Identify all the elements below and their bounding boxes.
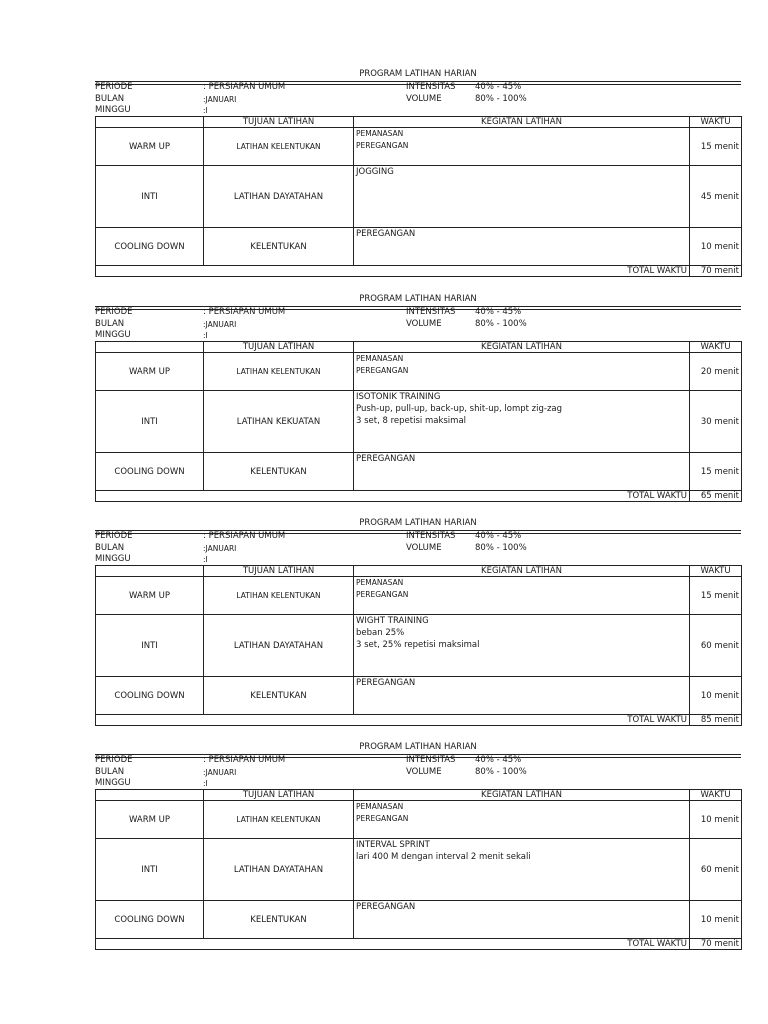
program-table — [95, 116, 742, 277]
header-waktu: WAKTU — [690, 342, 742, 353]
intensitas-value: 40% - 45% — [475, 755, 522, 765]
program-block — [95, 518, 741, 738]
table-row-warmup — [96, 128, 742, 166]
total-label: TOTAL WAKTU — [96, 939, 690, 950]
warmup-kegiatan-line: PEMANASAN — [356, 354, 404, 363]
inti-kegiatan — [354, 615, 690, 677]
program-title: PROGRAM LATIHAN HARIAN — [359, 69, 477, 79]
cooldown-label: COOLING DOWN — [96, 228, 204, 266]
header-blank — [96, 790, 204, 801]
table-row-inti — [96, 166, 742, 228]
inti-label: INTI — [96, 166, 204, 228]
cooldown-waktu: 10 menit — [690, 228, 742, 266]
total-label: TOTAL WAKTU — [96, 266, 690, 277]
program-block — [95, 294, 741, 514]
inti-kegiatan-line: JOGGING — [356, 167, 394, 177]
cooldown-label: COOLING DOWN — [96, 677, 204, 715]
header-kegiatan: KEGIATAN LATIHAN — [354, 117, 690, 128]
warmup-kegiatan-line: PEREGANGAN — [356, 141, 409, 150]
cooldown-label: COOLING DOWN — [96, 901, 204, 939]
volume-value: 80% - 100% — [475, 319, 527, 329]
volume-value: 80% - 100% — [475, 767, 527, 777]
intensitas-label: INTENSITAS — [406, 531, 456, 541]
program-title: PROGRAM LATIHAN HARIAN — [359, 742, 477, 752]
total-value: 70 menit — [690, 266, 742, 277]
table-row-cooldown — [96, 677, 742, 715]
header-blank — [96, 117, 204, 128]
inti-tujuan: LATIHAN DAYATAHAN — [204, 615, 354, 677]
volume-value: 80% - 100% — [475, 94, 527, 104]
warmup-label: WARM UP — [96, 577, 204, 615]
warmup-kegiatan — [354, 353, 690, 391]
cooldown-waktu: 10 menit — [690, 677, 742, 715]
total-value: 85 menit — [690, 715, 742, 726]
warmup-tujuan: LATIHAN KELENTUKAN — [204, 801, 354, 839]
table-header-row — [96, 566, 742, 577]
inti-kegiatan-line: Push-up, pull-up, back-up, shit-up, lompt zig-zag — [356, 404, 563, 414]
cooldown-kegiatan — [354, 901, 690, 939]
minggu-label: MINGGU — [95, 778, 131, 788]
table-row-inti — [96, 391, 742, 453]
table-row-warmup — [96, 577, 742, 615]
inti-label: INTI — [96, 839, 204, 901]
table-row-cooldown — [96, 901, 742, 939]
inti-label: INTI — [96, 391, 204, 453]
table-row-warmup — [96, 353, 742, 391]
minggu-label: MINGGU — [95, 105, 131, 115]
table-header-row — [96, 342, 742, 353]
bulan-label: BULAN — [95, 767, 125, 777]
table-row-total — [96, 266, 742, 277]
bulan-value: :JANUARI — [203, 768, 237, 777]
inti-kegiatan — [354, 391, 690, 453]
intensitas-label: INTENSITAS — [406, 307, 456, 317]
cooldown-kegiatan-line: PEREGANGAN — [356, 902, 416, 912]
warmup-kegiatan-line: PEMANASAN — [356, 578, 404, 587]
periode-value: : PERSIAPAN UMUM — [203, 82, 286, 92]
periode-value: : PERSIAPAN UMUM — [203, 531, 286, 541]
minggu-label: MINGGU — [95, 554, 131, 564]
header-tujuan: TUJUAN LATIHAN — [204, 790, 354, 801]
inti-kegiatan-line: WIGHT TRAINING — [356, 616, 429, 626]
table-row-cooldown — [96, 453, 742, 491]
table-row-inti — [96, 839, 742, 901]
inti-kegiatan — [354, 839, 690, 901]
inti-waktu: 45 menit — [690, 166, 742, 228]
inti-kegiatan-line: beban 25% — [356, 628, 405, 638]
periode-value: : PERSIAPAN UMUM — [203, 307, 286, 317]
table-row-inti — [96, 615, 742, 677]
program-table — [95, 341, 742, 502]
warmup-tujuan: LATIHAN KELENTUKAN — [204, 577, 354, 615]
table-row-warmup — [96, 801, 742, 839]
header-tujuan: TUJUAN LATIHAN — [204, 342, 354, 353]
periode-label: PERIODE — [95, 755, 133, 765]
inti-label: INTI — [96, 615, 204, 677]
volume-label: VOLUME — [406, 767, 442, 777]
intensitas-value: 40% - 45% — [475, 82, 522, 92]
header-kegiatan: KEGIATAN LATIHAN — [354, 342, 690, 353]
bulan-label: BULAN — [95, 543, 125, 553]
warmup-kegiatan — [354, 128, 690, 166]
bulan-label: BULAN — [95, 319, 125, 329]
periode-label: PERIODE — [95, 531, 133, 541]
cooldown-waktu: 15 menit — [690, 453, 742, 491]
inti-waktu: 60 menit — [690, 839, 742, 901]
warmup-waktu: 15 menit — [690, 577, 742, 615]
warmup-waktu: 20 menit — [690, 353, 742, 391]
minggu-value: :I — [203, 106, 208, 115]
table-row-cooldown — [96, 228, 742, 266]
warmup-waktu: 10 menit — [690, 801, 742, 839]
cooldown-tujuan: KELENTUKAN — [204, 453, 354, 491]
bulan-value: :JANUARI — [203, 544, 237, 553]
bulan-value: :JANUARI — [203, 95, 237, 104]
program-table — [95, 565, 742, 726]
inti-waktu: 60 menit — [690, 615, 742, 677]
inti-tujuan: LATIHAN KEKUATAN — [204, 391, 354, 453]
warmup-kegiatan-line: PEREGANGAN — [356, 590, 409, 599]
header-tujuan: TUJUAN LATIHAN — [204, 566, 354, 577]
volume-label: VOLUME — [406, 94, 442, 104]
inti-kegiatan-line: 3 set, 8 repetisi maksimal — [356, 416, 467, 426]
bulan-label: BULAN — [95, 94, 125, 104]
warmup-tujuan: LATIHAN KELENTUKAN — [204, 128, 354, 166]
table-row-total — [96, 491, 742, 502]
warmup-kegiatan-line: PEMANASAN — [356, 129, 404, 138]
cooldown-tujuan: KELENTUKAN — [204, 901, 354, 939]
cooldown-kegiatan-line: PEREGANGAN — [356, 229, 416, 239]
warmup-waktu: 15 menit — [690, 128, 742, 166]
minggu-value: :I — [203, 779, 208, 788]
header-kegiatan: KEGIATAN LATIHAN — [354, 566, 690, 577]
table-header-row — [96, 790, 742, 801]
program-table — [95, 789, 742, 950]
warmup-tujuan: LATIHAN KELENTUKAN — [204, 353, 354, 391]
bulan-value: :JANUARI — [203, 320, 237, 329]
intensitas-value: 40% - 45% — [475, 307, 522, 317]
warmup-label: WARM UP — [96, 128, 204, 166]
volume-value: 80% - 100% — [475, 543, 527, 553]
inti-kegiatan-line: ISOTONIK TRAINING — [356, 392, 441, 402]
intensitas-label: INTENSITAS — [406, 82, 456, 92]
header-tujuan: TUJUAN LATIHAN — [204, 117, 354, 128]
volume-label: VOLUME — [406, 319, 442, 329]
program-block — [95, 69, 741, 289]
inti-kegiatan-line: INTERVAL SPRINT — [356, 840, 430, 850]
total-label: TOTAL WAKTU — [96, 491, 690, 502]
warmup-label: WARM UP — [96, 353, 204, 391]
inti-waktu: 30 menit — [690, 391, 742, 453]
header-kegiatan: KEGIATAN LATIHAN — [354, 790, 690, 801]
warmup-kegiatan-line: PEREGANGAN — [356, 366, 409, 375]
minggu-value: :I — [203, 555, 208, 564]
program-title: PROGRAM LATIHAN HARIAN — [359, 518, 477, 528]
cooldown-kegiatan-line: PEREGANGAN — [356, 454, 416, 464]
header-blank — [96, 566, 204, 577]
periode-value: : PERSIAPAN UMUM — [203, 755, 286, 765]
table-header-row — [96, 117, 742, 128]
cooldown-kegiatan — [354, 228, 690, 266]
periode-label: PERIODE — [95, 82, 133, 92]
table-row-total — [96, 939, 742, 950]
volume-label: VOLUME — [406, 543, 442, 553]
program-block — [95, 742, 741, 962]
cooldown-kegiatan — [354, 453, 690, 491]
total-value: 65 menit — [690, 491, 742, 502]
intensitas-value: 40% - 45% — [475, 531, 522, 541]
header-blank — [96, 342, 204, 353]
cooldown-label: COOLING DOWN — [96, 453, 204, 491]
inti-tujuan: LATIHAN DAYATAHAN — [204, 839, 354, 901]
program-title: PROGRAM LATIHAN HARIAN — [359, 294, 477, 304]
minggu-label: MINGGU — [95, 330, 131, 340]
inti-kegiatan — [354, 166, 690, 228]
inti-tujuan: LATIHAN DAYATAHAN — [204, 166, 354, 228]
cooldown-waktu: 10 menit — [690, 901, 742, 939]
cooldown-tujuan: KELENTUKAN — [204, 677, 354, 715]
inti-kegiatan-line: lari 400 M dengan interval 2 menit sekali — [356, 852, 531, 862]
intensitas-label: INTENSITAS — [406, 755, 456, 765]
header-waktu: WAKTU — [690, 117, 742, 128]
cooldown-kegiatan — [354, 677, 690, 715]
cooldown-tujuan: KELENTUKAN — [204, 228, 354, 266]
header-waktu: WAKTU — [690, 566, 742, 577]
periode-label: PERIODE — [95, 307, 133, 317]
warmup-label: WARM UP — [96, 801, 204, 839]
cooldown-kegiatan-line: PEREGANGAN — [356, 678, 416, 688]
warmup-kegiatan-line: PEREGANGAN — [356, 814, 409, 823]
total-value: 70 menit — [690, 939, 742, 950]
warmup-kegiatan-line: PEMANASAN — [356, 802, 404, 811]
table-row-total — [96, 715, 742, 726]
warmup-kegiatan — [354, 801, 690, 839]
inti-kegiatan-line: 3 set, 25% repetisi maksimal — [356, 640, 480, 650]
total-label: TOTAL WAKTU — [96, 715, 690, 726]
minggu-value: :I — [203, 331, 208, 340]
warmup-kegiatan — [354, 577, 690, 615]
header-waktu: WAKTU — [690, 790, 742, 801]
